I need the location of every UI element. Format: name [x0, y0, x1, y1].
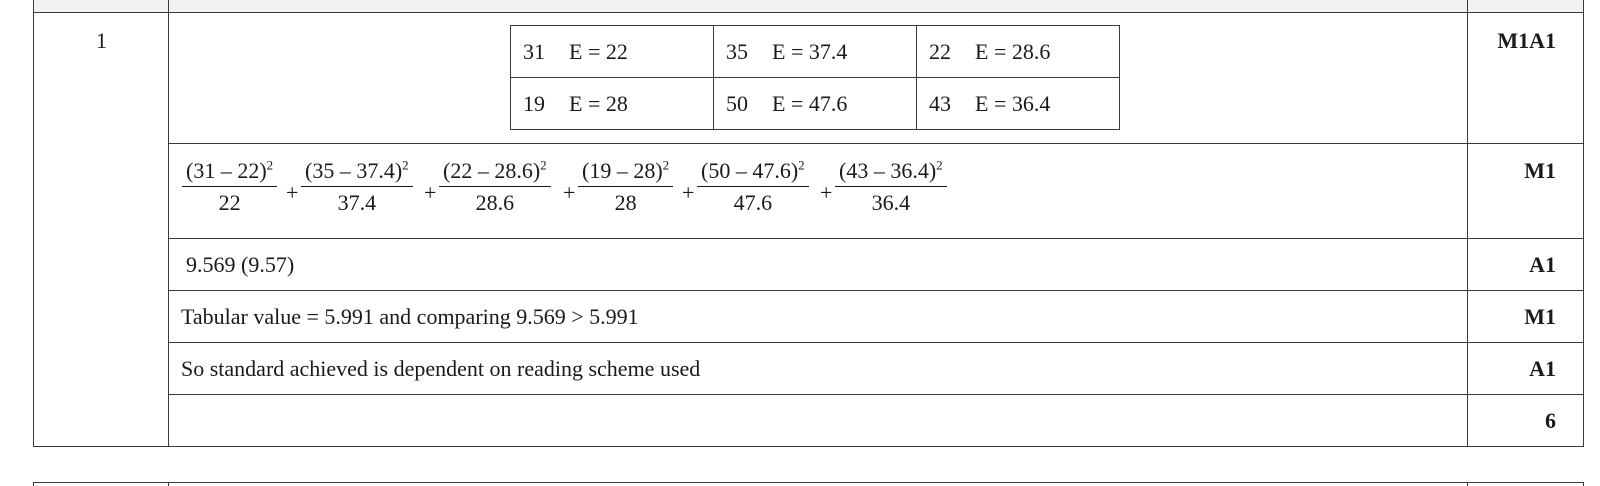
conclusion-text: So standard achieved is dependent on reading scheme used — [181, 356, 701, 381]
fraction-numerator: (43 – 36.4)$^2$ — [835, 158, 947, 187]
table-cell — [714, 26, 917, 78]
table-row — [511, 78, 1120, 130]
next-table-border — [33, 482, 1583, 483]
fraction-numerator: (22 – 28.6)$^2$ — [439, 158, 551, 187]
mark-label: M1A1 — [1497, 28, 1556, 53]
observed-value: 43 — [929, 90, 951, 116]
grid-line — [1467, 0, 1468, 447]
fraction-denominator: 22 — [218, 190, 241, 215]
expected-value: E = 22 — [569, 38, 628, 64]
grid-line — [1583, 0, 1584, 447]
fraction-denominator: 47.6 — [733, 190, 773, 215]
header-row-remnant — [33, 0, 1583, 12]
grid-line — [168, 394, 1583, 395]
observed-value: 35 — [726, 38, 748, 64]
plus-sign: + — [820, 180, 833, 205]
fraction-numerator: (35 – 37.4)$^2$ — [301, 158, 413, 187]
expected-value: E = 28 — [569, 90, 628, 116]
fraction-term — [835, 158, 947, 216]
observed-value: 31 — [523, 38, 545, 64]
grid-line — [168, 0, 169, 447]
table-row — [511, 26, 1120, 78]
next-table-border — [1467, 482, 1468, 486]
grid-line — [33, 0, 34, 447]
grid-line — [33, 446, 1583, 447]
expected-value: E = 47.6 — [772, 90, 848, 116]
grid-line — [33, 12, 1583, 13]
mark-label: A1 — [1529, 252, 1556, 277]
question-number: 1 — [96, 28, 107, 53]
total-mark: 6 — [1545, 408, 1556, 433]
fraction-term — [697, 158, 809, 216]
mark-label: A1 — [1529, 356, 1556, 381]
table-cell — [917, 26, 1120, 78]
fraction-term — [182, 158, 277, 216]
observed-value: 22 — [929, 38, 951, 64]
table-cell — [917, 78, 1120, 130]
next-table-border — [1583, 482, 1584, 486]
comparison-text: Tabular value = 5.991 and comparing 9.569 > 5.991 — [181, 304, 639, 329]
expected-value: E = 36.4 — [975, 90, 1051, 116]
expected-value: E = 28.6 — [975, 38, 1051, 64]
plus-sign: + — [424, 180, 437, 205]
next-table-border — [33, 482, 34, 486]
mark-label: M1 — [1524, 158, 1556, 183]
grid-line — [168, 290, 1583, 291]
grid-line — [168, 238, 1583, 239]
grid-line — [168, 342, 1583, 343]
next-table-border — [168, 482, 169, 486]
result-text: 9.569 (9.57) — [186, 252, 295, 277]
expected-value: E = 37.4 — [772, 38, 848, 64]
plus-sign: + — [563, 180, 576, 205]
table-cell — [511, 26, 714, 78]
fraction-denominator: 36.4 — [871, 190, 911, 215]
fraction-numerator: (19 – 28)$^2$ — [578, 158, 673, 187]
fraction-term — [439, 158, 551, 216]
grid-line — [168, 143, 1583, 144]
observed-value: 19 — [523, 90, 545, 116]
fraction-denominator: 28 — [614, 190, 637, 215]
table-cell — [714, 78, 917, 130]
fraction-denominator: 37.4 — [337, 190, 377, 215]
mark-label: M1 — [1524, 304, 1556, 329]
fraction-term — [578, 158, 673, 216]
table-cell — [511, 78, 714, 130]
plus-sign: + — [286, 180, 299, 205]
fraction-numerator: (31 – 22)$^2$ — [182, 158, 277, 187]
plus-sign: + — [682, 180, 695, 205]
fraction-denominator: 28.6 — [475, 190, 515, 215]
expected-values-table — [510, 25, 1120, 130]
fraction-term — [301, 158, 413, 216]
fraction-numerator: (50 – 47.6)$^2$ — [697, 158, 809, 187]
observed-value: 50 — [726, 90, 748, 116]
